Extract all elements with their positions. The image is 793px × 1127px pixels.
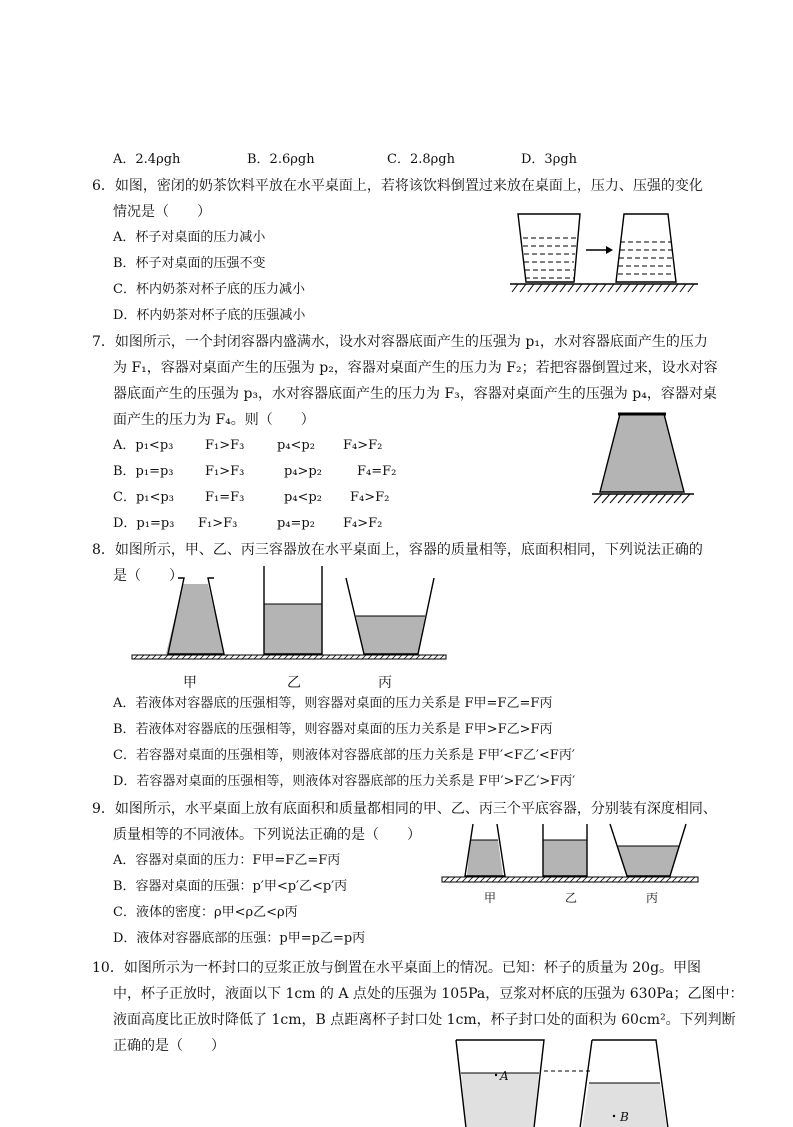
q9-label-jia: 甲: [484, 891, 497, 905]
q8-container-bing: [346, 578, 434, 654]
q7-option-b-p1: B．p₁=p₃: [113, 464, 174, 479]
q7-option-a-p4: p₄<p₂: [277, 438, 315, 453]
q7-table-surface: [592, 494, 694, 503]
q8-container-yi: [264, 566, 322, 654]
q8-figure: [128, 564, 448, 664]
q7-option-d-f1: F₁>F₃: [198, 516, 238, 531]
q9-container-bing: [610, 824, 686, 876]
q7-stem-line2: 为 F₁，容器对桌面产生的压强为 p₂，容器对桌面产生的压力为 F₂；若把容器倒置过来，设水对容: [113, 360, 718, 376]
q9-stem-line2: 质量相等的不同液体。下列说法正确的是（ ）: [113, 827, 421, 843]
q7-option-c-f4: F₄>F₂: [350, 490, 390, 505]
q9-container-jia: [465, 824, 505, 876]
q7-stem-line1: 7．如图所示，一个封闭容器内盛满水，设水对容器底面产生的压强为 p₁，水对容器底面产生的压力: [92, 334, 708, 350]
q7-option-a-f1: F₁>F₃: [205, 438, 245, 453]
q6-table-surface: [510, 284, 698, 292]
q7-option-c-p1: C．p₁<p₃: [113, 490, 174, 505]
q6-stem-line2: 情况是（ ）: [113, 204, 211, 220]
q10-stem-line1: 10．如图所示为一杯封口的豆浆正放与倒置在水平桌面上的情况。已知：杯子的质量为 20g。甲图: [92, 960, 702, 976]
q8-container-jia: [166, 578, 224, 654]
q8-label-yi: 乙: [287, 675, 301, 691]
q10-stem-line3: 液面高度比正放时降低了 1cm，B 点距离杯子封口处 1cm，杯子封口处的面积为 60cm²。下列判断: [113, 1012, 736, 1028]
q7-stem-line3: 器底面产生的压强为 p₃，水对容器底面产生的压力为 F₃，容器对桌面产生的压强为 p₄，容器对桌: [113, 386, 717, 402]
q5-option-b: B．2.6ρgh: [247, 152, 315, 167]
q6-figure: [508, 208, 700, 294]
q9-label-bing: 丙: [646, 891, 659, 905]
q9-table-surface: [442, 877, 698, 882]
q7-option-a-p1: A．p₁<p₃: [113, 438, 174, 453]
q7-option-a-f4: F₄>F₂: [343, 438, 383, 453]
q7-option-d-p1: D．p₁=p₃: [113, 516, 175, 531]
q10-stem-line2: 中，杯子正放时，液面以下 1cm 的 A 点处的压强为 105Pa，豆浆对杯底的压强为 630Pa；乙图中：: [113, 986, 744, 1002]
q5-option-d: D．3ρgh: [521, 152, 578, 167]
q7-option-b-p4: p₄>p₂: [284, 464, 322, 479]
q7-option-b-f1: F₁>F₃: [205, 464, 245, 479]
q7-option-b-f4: F₄=F₂: [357, 464, 397, 479]
q7-option-d-f4: F₄>F₂: [343, 516, 383, 531]
q6-stem-line1: 6．如图，密闭的奶茶饮料平放在水平桌面上，若将该饮料倒置过来放在桌面上，压力、压强的变化: [92, 178, 703, 194]
q9-option-b: B．容器对桌面的压强：p′甲<p′乙<p′丙: [113, 879, 348, 894]
q6-option-d: D．杯内奶茶对杯子底的压强减小: [113, 308, 306, 323]
q9-label-yi: 乙: [565, 891, 578, 905]
q8-option-c: C．若容器对桌面的压强相等，则液体对容器底部的压力关系是 F甲′<F乙′<F丙′: [113, 748, 575, 763]
q9-option-a: A．容器对桌面的压力：F甲=F乙=F丙: [113, 853, 341, 868]
q10-figure: [452, 1038, 672, 1123]
q6-inverted-cup: [616, 214, 676, 282]
q7-option-d-p4: p₄=p₂: [277, 516, 315, 531]
q8-table-surface: [132, 655, 446, 659]
q8-option-b: B．若液体对容器底的压强相等，则容器对桌面的压力关系是 F甲>F乙>F丙: [113, 722, 553, 737]
q9-container-yi: [543, 824, 587, 876]
q10-stem-line4: 正确的是（ ）: [113, 1038, 225, 1054]
q8-label-bing: 丙: [378, 675, 392, 691]
q10-point-b-label: B: [620, 1110, 629, 1124]
arrow-icon: [586, 246, 613, 254]
q7-container: [600, 414, 684, 492]
q8-label-jia: 甲: [183, 675, 197, 691]
q8-option-a: A．若液体对容器底的压强相等，则容器对桌面的压力关系是 F甲=F乙=F丙: [113, 696, 553, 711]
q6-option-b: B．杯子对桌面的压强不变: [113, 256, 266, 271]
q6-upright-cup: [518, 214, 580, 282]
q6-option-c: C．杯内奶茶对杯子底的压力减小: [113, 282, 305, 297]
q9-option-d: D．液体对容器底部的压强：p甲=p乙=p丙: [113, 931, 366, 946]
q8-option-d: D．若容器对桌面的压强相等，则液体对容器底部的压力关系是 F甲′>F乙′>F丙′: [113, 774, 576, 789]
q5-option-a: A．2.4ρgh: [113, 152, 181, 167]
q9-option-c: C．液体的密度：ρ甲<ρ乙<ρ丙: [113, 905, 298, 920]
q6-option-a: A．杯子对桌面的压力减小: [113, 230, 266, 245]
q10-point-a-label: A: [500, 1069, 509, 1083]
q7-option-c-p4: p₄<p₂: [284, 490, 322, 505]
q7-stem-line4: 面产生的压力为 F₄。则（ ）: [113, 412, 315, 428]
q9-stem-line1: 9．如图所示，水平桌面上放有底面积和质量都相同的甲、乙、丙三个平底容器，分别装有深度相同、: [92, 801, 717, 817]
q7-figure: [590, 408, 696, 508]
q8-stem-line2: 是（ ）: [113, 568, 183, 584]
q7-option-c-f1: F₁=F₃: [205, 490, 245, 505]
q5-option-c: C．2.8ρgh: [387, 152, 455, 167]
q9-figure: [440, 820, 700, 886]
q8-stem-line1: 8．如图所示，甲、乙、丙三容器放在水平桌面上，容器的质量相等，底面积相同，下列说法正确的: [92, 542, 703, 558]
